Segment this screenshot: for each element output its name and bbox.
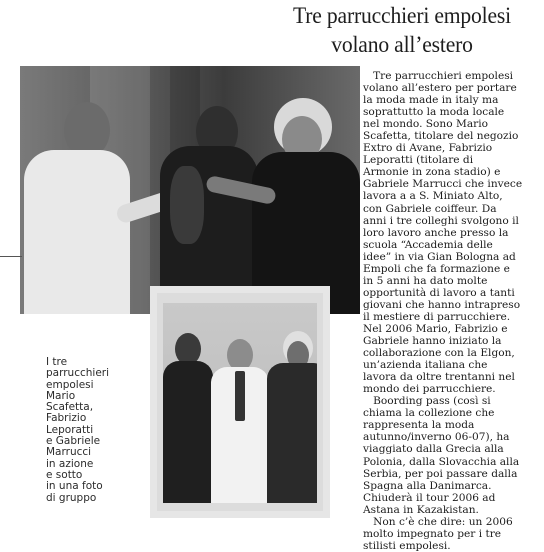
- caption-line: in una foto: [46, 480, 103, 493]
- article-line: lavora da oltre trentanni nel: [363, 371, 515, 384]
- caption-line: parrucchieri: [46, 367, 110, 380]
- article-line: Non c’è che dire: un 2006: [363, 515, 513, 528]
- article-body: [363, 70, 543, 552]
- article-line: opportunità di lavoro a tanti: [363, 286, 515, 299]
- caption-line: di gruppo: [46, 491, 97, 504]
- article-line: Armonie in zona stadio) e: [363, 166, 501, 179]
- article-line: Chiuderà il tour 2006 ad: [363, 491, 496, 504]
- article-line: Gabriele hanno iniziato la: [363, 335, 502, 348]
- caption-line: e sotto: [46, 468, 83, 481]
- article-line: idee” in via Gian Bologna ad: [363, 250, 516, 263]
- article-line: stilisti empolesi.: [363, 539, 451, 552]
- article-line: autunno/inverno 06-07), ha: [363, 431, 510, 444]
- article-line: Spagna alla Danimarca.: [363, 479, 492, 492]
- article-line: soprattutto la moda locale: [363, 106, 505, 119]
- article-line: nel mondo. Sono Mario: [363, 118, 488, 131]
- column-rule: [0, 256, 22, 257]
- article-line: in 5 anni ha dato molte: [363, 274, 488, 287]
- caption-line: in azione: [46, 457, 94, 470]
- article-line: il mestiere di parrucchiere.: [363, 310, 511, 323]
- article-line: con Gabriele coiffeur. Da: [363, 202, 497, 215]
- article-line: un’azienda italiana che: [363, 359, 488, 372]
- article-line: Boording pass (così si: [363, 395, 491, 408]
- caption-line: Leporatti: [46, 423, 94, 436]
- article-line: Astana in Kazakistan.: [363, 503, 479, 516]
- article-line: Scafetta, titolare del negozio: [363, 130, 519, 143]
- article-line: chiama la collezione che: [363, 407, 495, 420]
- article-line: anni i tre colleghi svolgono il: [363, 214, 519, 227]
- caption-line: empolesi: [46, 378, 94, 391]
- article-line: Empoli che fa formazione e: [363, 262, 510, 275]
- article-line: loro lavoro anche presso la: [363, 226, 509, 239]
- article-line: mondo dei parrucchiere.: [363, 383, 496, 396]
- caption-line: I tre: [46, 356, 68, 368]
- article-line: volano all’estero per portare: [363, 82, 517, 95]
- article-headline: [273, 2, 531, 60]
- article-line: scuola “Accademia delle: [363, 238, 493, 251]
- article-line: Serbia, per poi passare dalla: [363, 467, 518, 480]
- headline-line: volano all’estero: [331, 32, 473, 58]
- article-line: la moda made in italy ma: [363, 94, 499, 107]
- article-line: Gabriele Marrucci che invece: [363, 178, 523, 191]
- article-line: Leporatti (titolare di: [363, 154, 474, 167]
- headline-line: Tre parrucchieri empolesi: [293, 3, 511, 29]
- hairdressers-action-photo: [20, 66, 360, 314]
- article-line: giovani che hanno intrapreso: [363, 298, 521, 311]
- article-line: Nel 2006 Mario, Fabrizio e: [363, 322, 508, 335]
- caption-line: e Gabriele: [46, 435, 101, 448]
- photo-caption: [46, 357, 146, 504]
- caption-line: Mario: [46, 389, 76, 402]
- article-line: Polonia, dalla Slovacchia alla: [363, 455, 520, 468]
- article-line: molto impegnato per i tre: [363, 527, 502, 540]
- caption-line: Marrucci: [46, 446, 92, 459]
- article-line: lavora a a S. Miniato Alto,: [363, 190, 503, 203]
- caption-line: Fabrizio: [46, 412, 87, 425]
- article-line: Extro di Avane, Fabrizio: [363, 142, 493, 155]
- article-line: viaggiato dalla Grecia alla: [363, 443, 504, 456]
- article-line: rappresenta la moda: [363, 419, 475, 432]
- article-line: Tre parrucchieri empolesi: [363, 70, 514, 82]
- group-photo: [150, 286, 330, 518]
- article-line: collaborazione con la Elgon,: [363, 347, 515, 360]
- caption-line: Scafetta,: [46, 401, 94, 414]
